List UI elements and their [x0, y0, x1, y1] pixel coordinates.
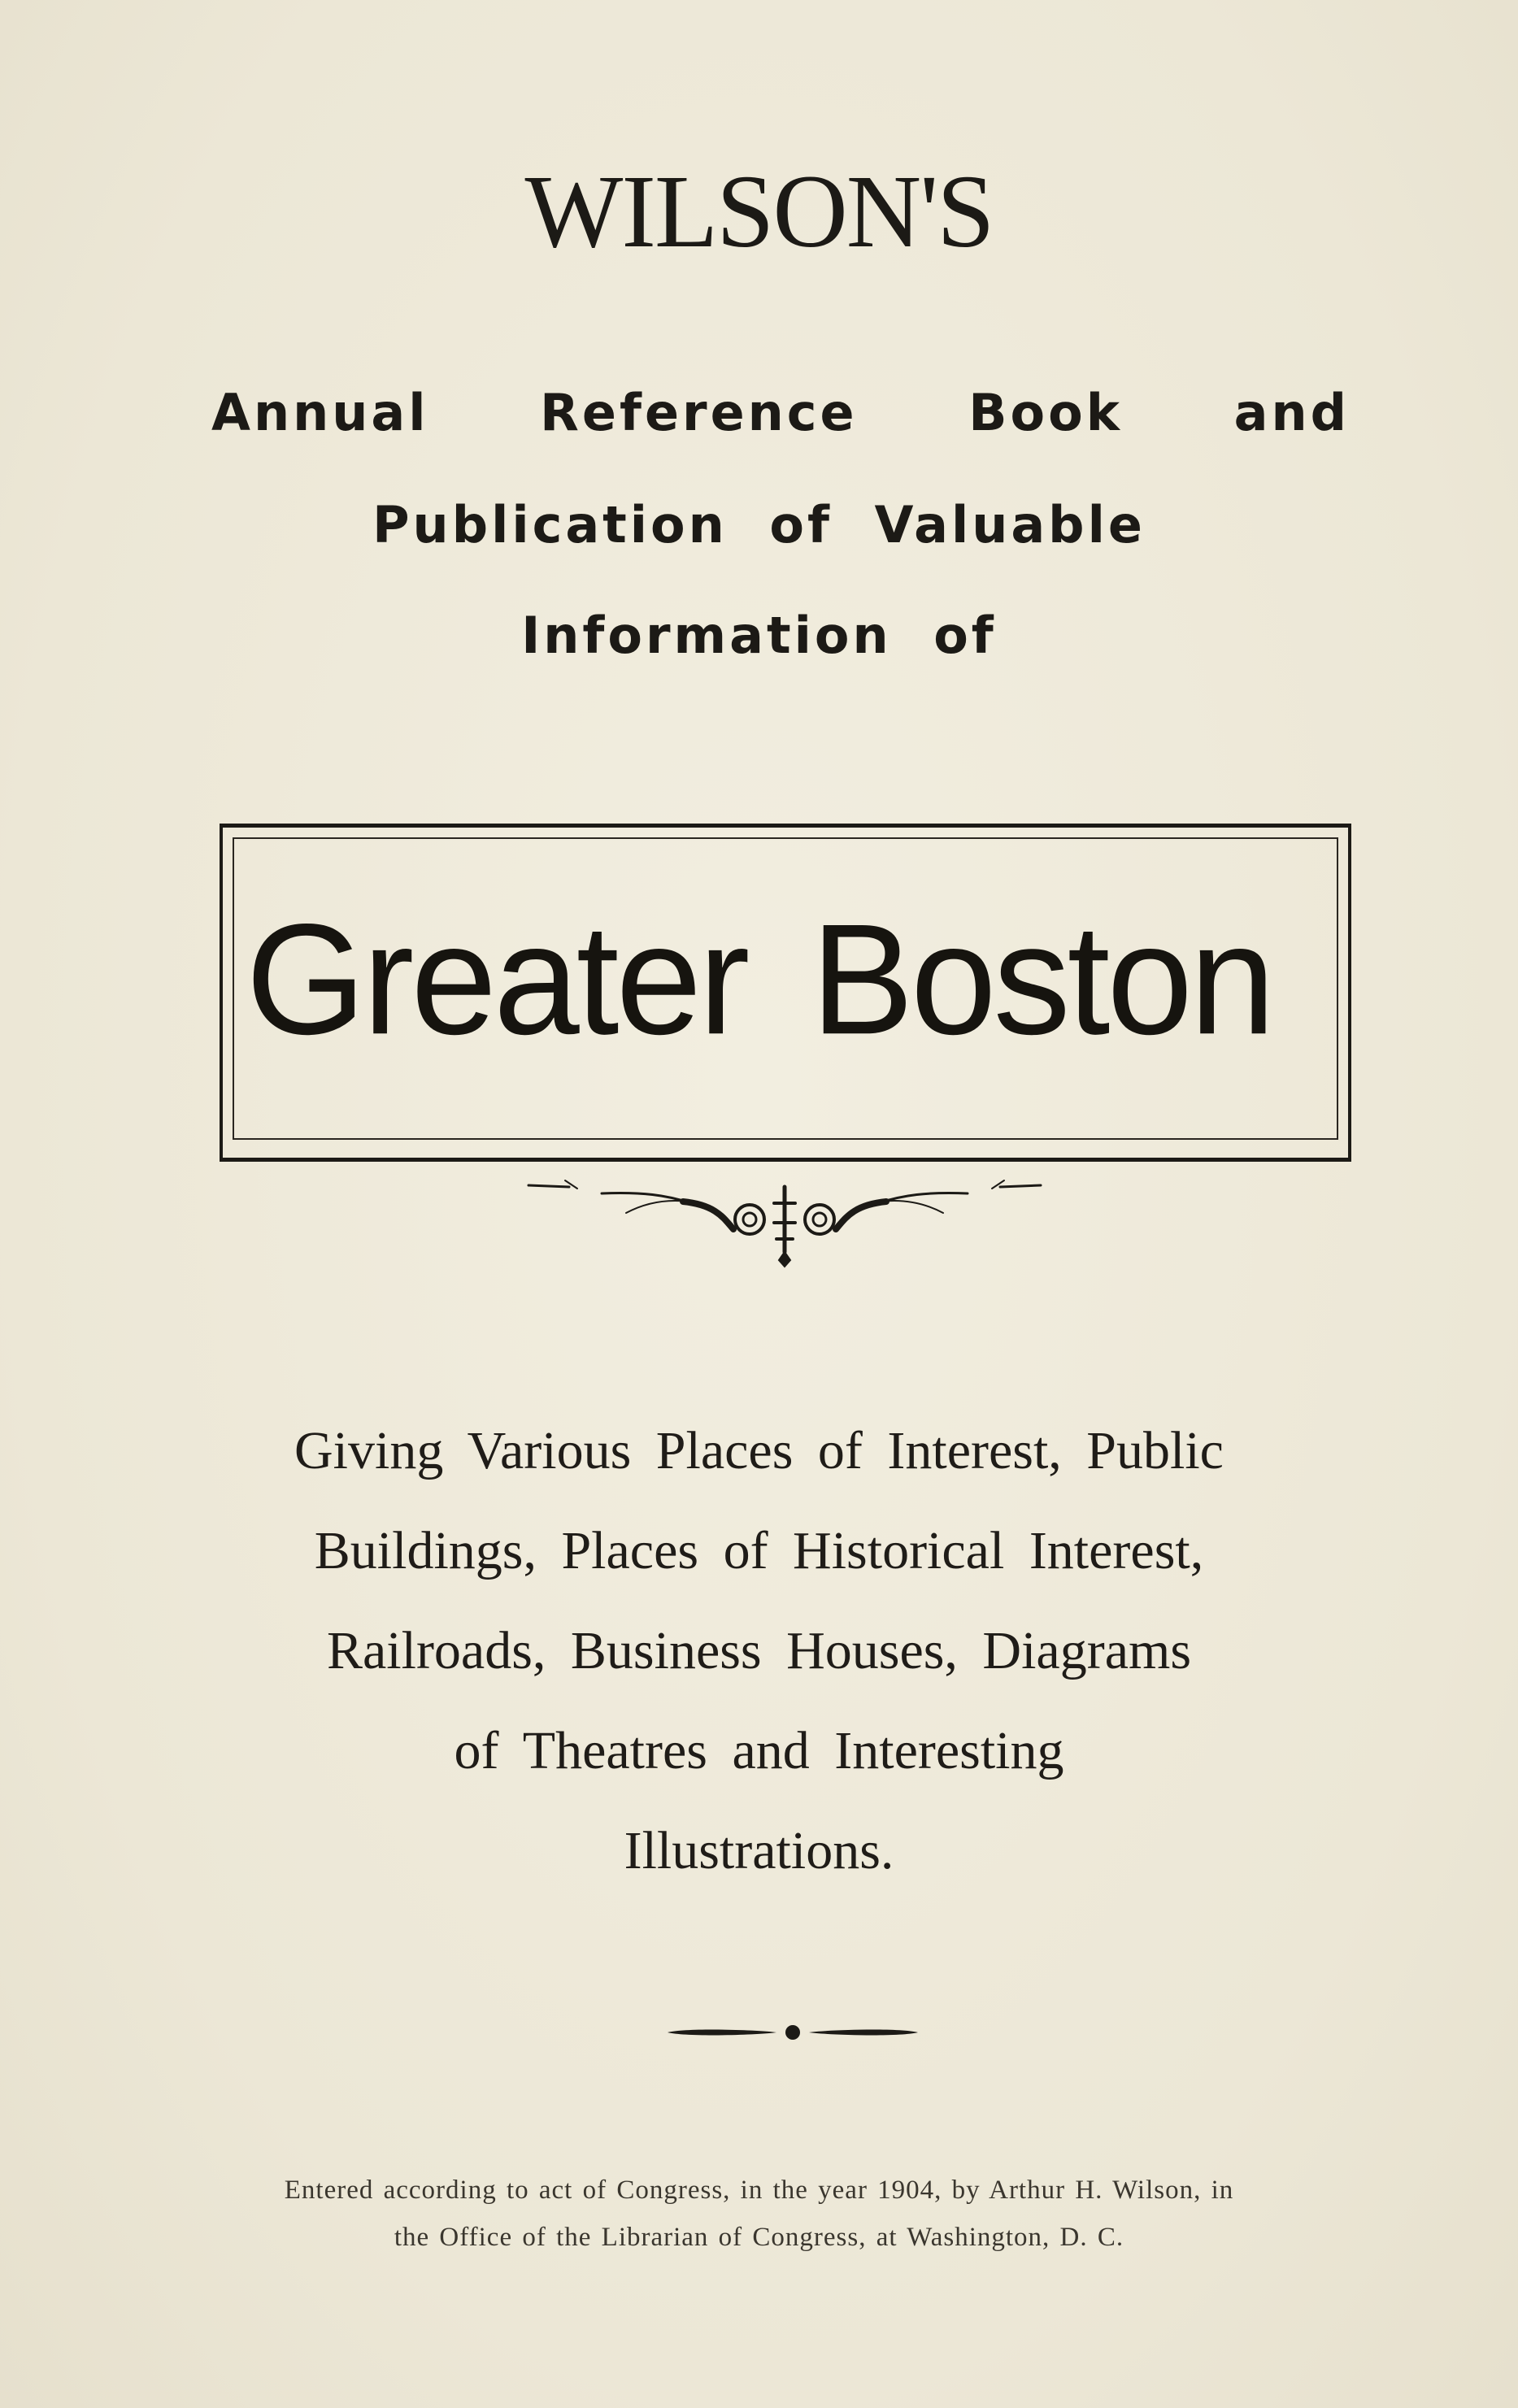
description-line-5: Illustrations. — [624, 1821, 894, 1880]
subtitle-line-1: Annual Reference Book and — [211, 383, 1350, 442]
page-title: WILSON'S — [524, 154, 994, 269]
description-line-4: of Theatres and Interesting — [454, 1721, 1064, 1780]
subtitle-line-2: Publication of Valuable — [372, 495, 1146, 554]
main-title: Greater Boston — [246, 891, 1272, 1068]
description-line-1: Giving Various Places of Interest, Public — [294, 1421, 1224, 1480]
scroll-flourish-ornament-icon — [520, 1171, 1049, 1268]
copyright-line-2: the Office of the Librarian of Congress, at Washington, D. C. — [394, 2223, 1124, 2252]
subtitle-line-3: Information of — [521, 606, 997, 665]
dash-dot-dash-divider-icon — [663, 2020, 923, 2045]
description-line-3: Railroads, Business Houses, Diagrams — [326, 1621, 1192, 1680]
copyright-line-1: Entered according to act of Congress, in the year 1904, by Arthur H. Wilson, in — [284, 2175, 1234, 2205]
description-line-2: Buildings, Places of Historical Interest, — [314, 1521, 1204, 1580]
